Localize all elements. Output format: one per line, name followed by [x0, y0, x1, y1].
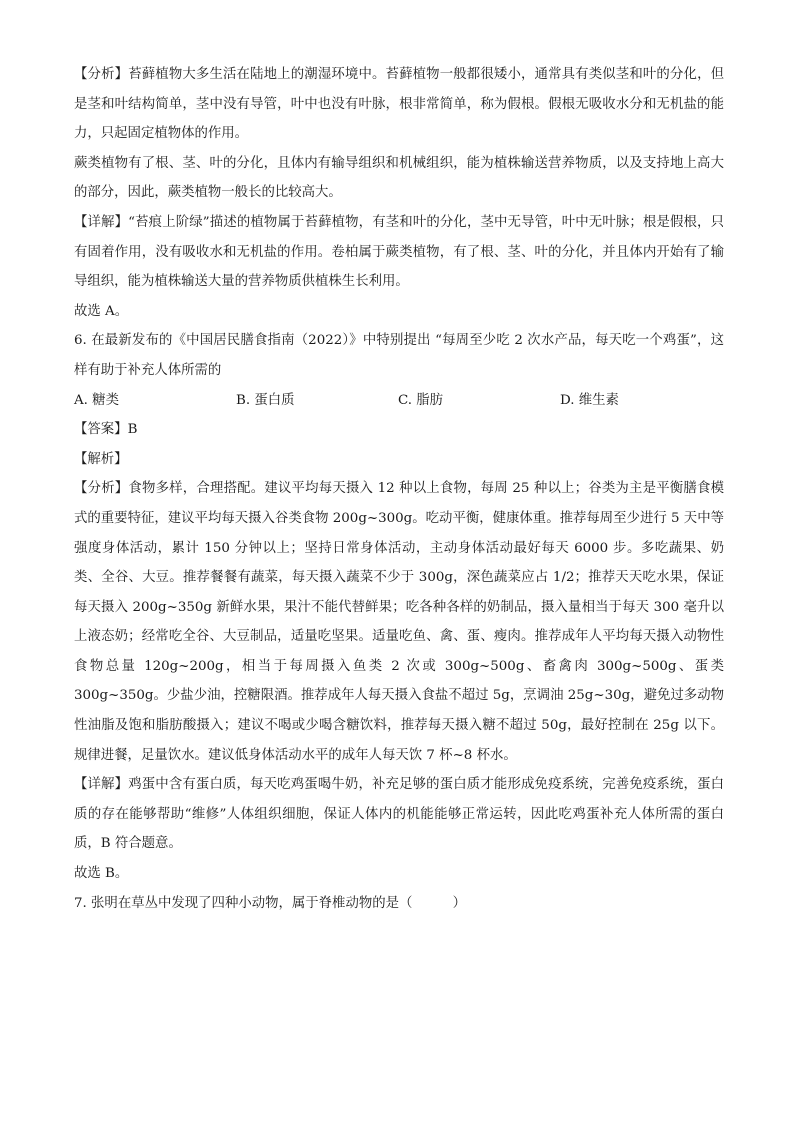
- q6-jiexi-tag: 【解析】: [74, 451, 128, 467]
- q6-stem: 6. 在最新发布的《中国居民膳食指南（2022）》中特别提出 “每周至少吃 2 次水产品，每天吃一个鸡蛋”，这样有助于补充人体所需的: [74, 333, 724, 378]
- q6-options: [74, 386, 724, 416]
- q6-option-a: A. 糖类: [74, 392, 119, 408]
- q6-option-c: C. 脂肪: [398, 392, 444, 408]
- q6-answer-value: B: [127, 422, 138, 438]
- q6-option-d: D. 维生素: [560, 392, 619, 408]
- analysis-tag: 【分析】: [74, 481, 129, 497]
- document-page: [74, 60, 724, 918]
- q6-answer: [74, 415, 724, 445]
- q7-stem: 7. 张明在草丛中发现了四种小动物，属于脊椎动物的是（ ）: [74, 895, 466, 911]
- analysis-tag: 【分析】: [74, 67, 129, 82]
- q6-option-b: B. 蛋白质: [236, 392, 295, 408]
- q6-detail-paragraph: [74, 770, 724, 859]
- q6-analysis-text: 食物多样，合理搭配。建议平均每天摄入 12 种以上食物，每周 25 种以上；谷类为主是平衡膳食模式的重要特征，建议平均每天摄入谷类食物 200g~300g。吃动平衡，健康体重。推荐每周至少进行 5 天中等强度身体活动，累计 150 分钟以上；坚持日常身体活动，主动身体活动最好每天 6000 步。多吃蔬果、奶类、全谷、大豆。推荐餐餐有蔬菜，每天摄入蔬菜不少于 300g，深色蔬菜应占 1/2；推荐天天吃水果，保证每天摄入 200g~350g 新鲜水果，果汁不能代替鲜果；吃各种各样的奶制品，摄入量相当于每天 300 毫升以上液态奶；经常吃全谷、大豆制品，适量吃坚果。适量吃鱼、禽、蛋、瘦肉。推荐成年人平均每天摄入动物性食物总量 120g~200g，相当于每周摄入鱼类 2 次或 300g~500g、畜禽肉 300g~500g、蛋类 300g~350g。少盐少油，控糖限酒。推荐成年人每天摄入食盐不超过 5g，烹调油 25g~30g，避免过多动物性油脂及饱和脂肪酸摄入；建议不喝或少喝含糖饮料，推荐每天摄入糖不超过 50g，最好控制在 25g 以下。规律进餐，足量饮水。建议低身体活动水平的成年人每天饮 7 杯~8 杯水。: [74, 481, 724, 763]
- q5-detail-text: “苔痕上阶绿”描述的植物属于苔藓植物，有茎和叶的分化，茎中无导管，叶中无叶脉；根是假根，只有固着作用，没有吸收水和无机盐的作用。卷柏属于蕨类植物，有了根、茎、叶的分化，并且体内开始有了输导组织，能为植株输送大量的营养物质供植株生长利用。: [74, 214, 724, 290]
- q5-detail-paragraph: [74, 208, 724, 297]
- q5-analysis-paragraph: [74, 60, 724, 149]
- q6-detail-text: 鸡蛋中含有蛋白质，每天吃鸡蛋喝牛奶，补充足够的蛋白质才能形成免疫系统，完善免疫系统，蛋白质的存在能够帮助“维修”人体组织细胞，保证人体内的机能能够正常运转，因此吃鸡蛋补充人体所需的蛋白质，B 符合题意。: [74, 777, 725, 852]
- q5-analysis-text: 苔藓植物大多生活在陆地上的潮湿环境中。苔藓植物一般都很矮小，通常具有类似茎和叶的分化，但是茎和叶结构简单，茎中没有导管，叶中也没有叶脉，根非常简单，称为假根。假根无吸收水分和无机盐的能力，只起固定植物体的作用。: [74, 67, 725, 142]
- q5-conclusion: 故选 A。: [74, 303, 129, 319]
- q6-conclusion: 故选 B。: [74, 866, 129, 882]
- answer-tag: 【答案】: [74, 422, 128, 438]
- detail-tag: 【详解】: [74, 777, 129, 793]
- q6-analysis-paragraph: [74, 474, 724, 770]
- detail-tag: 【详解】: [74, 214, 129, 230]
- q5-analysis-paragraph-2: 蕨类植物有了根、茎、叶的分化，且体内有输导组织和机械组织，能为植株输送营养物质，以及支持地上高大的部分，因此，蕨类植物一般长的比较高大。: [74, 155, 724, 201]
